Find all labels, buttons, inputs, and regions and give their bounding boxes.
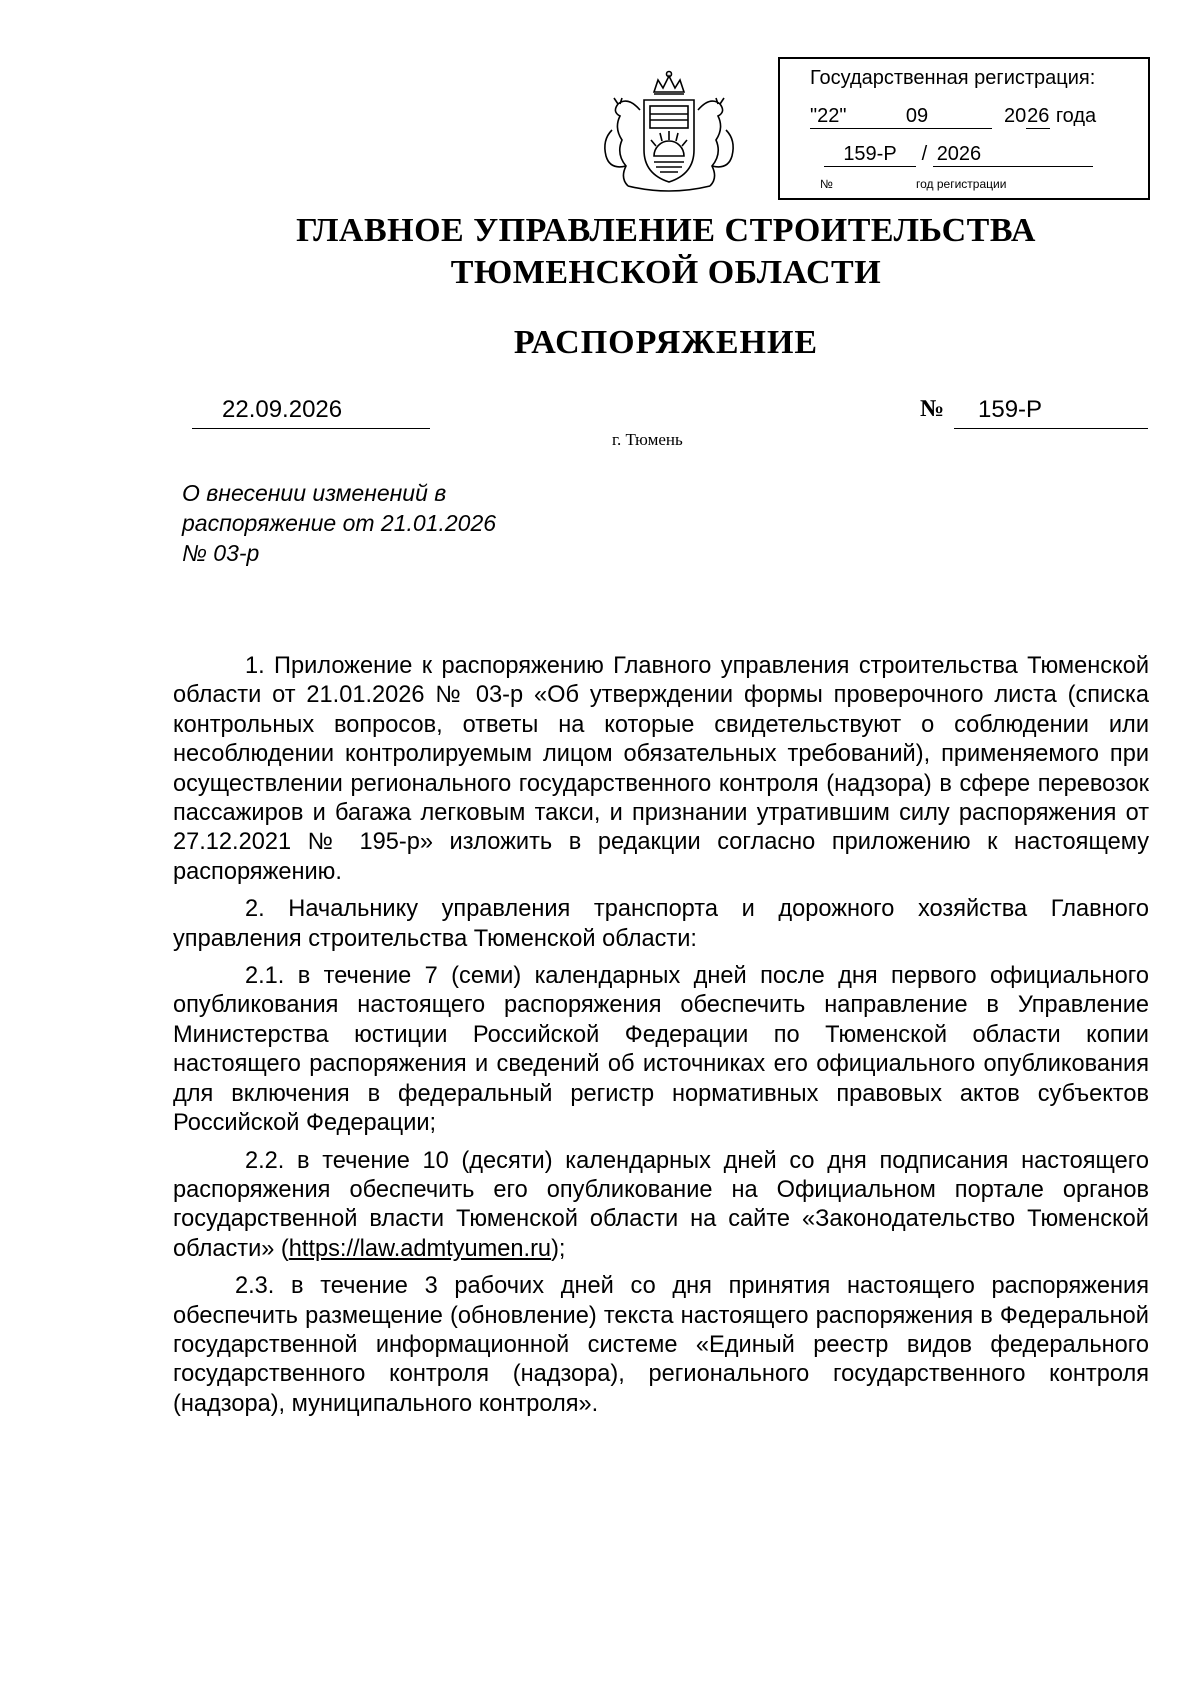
paragraph-2-2-end: ); — [551, 1235, 566, 1262]
registration-year-prefix: 20 — [1004, 105, 1027, 127]
registration-number-label: № — [820, 177, 833, 191]
registration-title: Государственная регистрация: — [810, 67, 1096, 89]
document-type: РАСПОРЯЖЕНИЕ — [513, 324, 819, 361]
registration-day: "22" — [810, 105, 847, 127]
org-name-line2: ТЮМЕНСКОЙ ОБЛАСТИ — [450, 254, 882, 291]
paragraph-1: 1. Приложение к распоряжению Главного управления строительства Тюменской области от 21.01.2026 № 03-р «Об утверждении формы проверочного листа (списка контрольных вопросов, ответы на которые свидетельствуют о соблюдении или несоблюдении контролируемым лицом обязательных требований), применяемого при осуществлении регионального государственного контроля (надзора) в сфере перевозок пассажиров и багажа легковым такси, и признании утратившим силу распоряжения от 27.12.2021 № 195-р» изложить в редакции согласно приложению к настоящему распоряжению. — [173, 653, 1149, 885]
document-number: 159-Р — [954, 396, 1148, 429]
registration-separator: / — [921, 143, 928, 165]
number-sign: № — [920, 396, 945, 422]
coat-of-arms-icon — [596, 70, 742, 200]
paragraph-2-3: 2.3. в течение 3 рабочих дней со дня принятия настоящего распоряжения обеспечить размещение (обновление) текста настоящего распоряжения в Федеральной государственной информационной системе «Единый реестр видов федерального государственного контроля (надзора), регионального государственного контроля (надзора), муниципального контроля». — [173, 1273, 1149, 1417]
law-portal-link[interactable]: https://law.admtyumen.ru — [288, 1235, 552, 1262]
registration-year-label: год регистрации — [916, 177, 1007, 191]
registration-year-suffix: 26 — [1027, 105, 1050, 127]
registration-year: 2026 — [933, 143, 1093, 167]
document-subject — [182, 478, 496, 568]
subject-line: О внесении изменений в — [182, 480, 447, 506]
city: г. Тюмень — [612, 430, 683, 449]
document-date: 22.09.2026 — [192, 396, 430, 429]
registration-month: 09 — [842, 105, 992, 129]
paragraph-2-1: 2.1. в течение 7 (семи) календарных дней после дня первого официального опубликования настоящего распоряжения обеспечить направление в Управление Министерства юстиции Российской Федерации по Тюменской области копии настоящего распоряжения и сведений об источниках его официального опубликования для включения в федеральный регистр нормативных правовых актов субъектов Российской Федерации; — [173, 963, 1149, 1137]
org-name-line1: ГЛАВНОЕ УПРАВЛЕНИЕ СТРОИТЕЛЬСТВА — [296, 212, 1036, 249]
registration-year-word: года — [1055, 105, 1097, 127]
document-body — [173, 652, 1149, 1427]
registration-number: 159-Р — [824, 143, 916, 167]
paragraph-2-2-text: 2.2. в течение 10 (десяти) календарных дней со дня подписания настоящего распоряжения обеспечить его опубликование на Официальном портале органов государственной власти Тюменской области на сайте «Законодательство Тюменской области» ( — [173, 1147, 1149, 1262]
registration-stamp — [778, 57, 1150, 200]
paragraph-2: 2. Начальнику управления транспорта и дорожного хозяйства Главного управления строительства Тюменской области: — [173, 896, 1149, 952]
subject-line: № 03-р — [182, 540, 260, 566]
subject-line: распоряжение от 21.01.2026 — [182, 510, 497, 536]
paragraph-2-2 — [173, 1147, 1149, 1265]
